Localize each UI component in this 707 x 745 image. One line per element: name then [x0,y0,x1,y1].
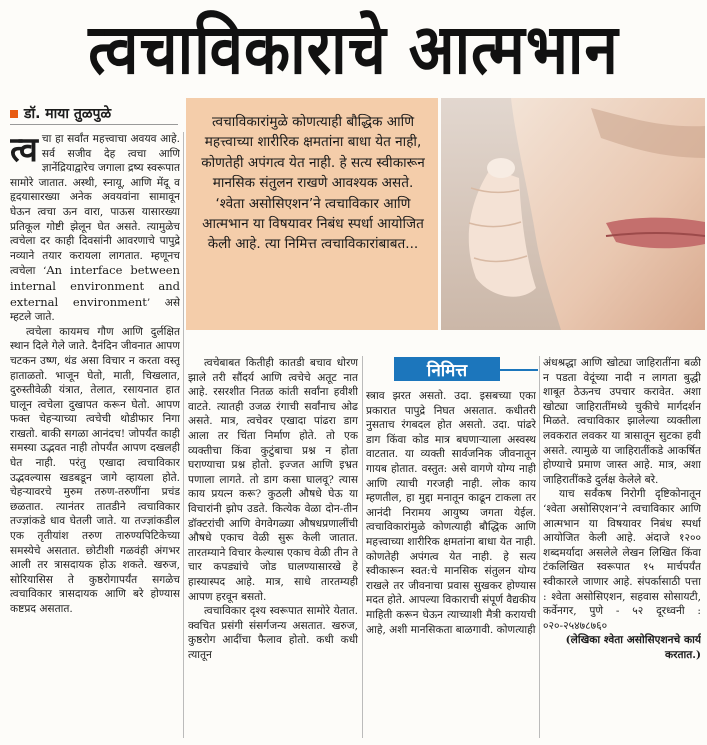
byline-rule [10,124,178,125]
byline [10,104,111,123]
col1-text-c: ’ असे म्हटले जाते. [10,296,180,324]
article-column-2 [188,356,358,736]
section-tag-line [500,369,538,371]
col2-para-2: त्वचाविकार दृश्य स्वरूपात सामोरे येतात. क्वचित प्रसंगी संसर्गजन्य असतात. खरुज, कुष्ठरोग आदींचा फैलाव होतो. कधी कधी त्यातून [188,605,358,661]
face-photo-illustration [441,98,705,330]
byline-author: डॉ. माया तुळपुळे [24,106,112,122]
col1-text-a: चा हा सर्वांत महत्त्वाचा अवयव आहे. सर्व सजीव देह त्वचा आणि ज्ञानेंद्रियाद्वारेच जगाला द्रष्य स्वरूपात सामोरे जातात. अस्थी, स्नायू, आणि मेंदू व हृदयासारख्या अनेक अवयवांना सामावून घेऊन त्वचा ऊन वारा, पाऊस यासारख्या प्रतिकूल गोष्टी झेलून घेत असते. त्यामुळेच त्वचेला दर काही दिवसांनी आवरणाचे पापुद्रे नव्याने तयार करायला लागतात. म्हणूनच त्वचेला ‘ [10,133,180,278]
column-divider-1 [183,132,184,738]
col1-para-2: त्वचेला कायमच गौण आणि दुर्लक्षित स्थान दिले गेले जाते. दैनंदिन जीवनात आपण चटकन उष्ण, थंड असा विचार न करता वस्तू हाताळतो. भाजून घेतो, माती, चिखलात, दुरुस्तीवेळी यंत्रात, तेलात, रसायनात हात घालून त्वचेला दुखापत करून घेतो. आपण फक्त चेहऱ्याच्या त्वचेची थोडीफार निगा राखतो. बाकी सगळा आनंदच! जोपर्यंत काही समस्या उद्भवत नाही तोपर्यंत आपण दखलही घेत नाही. परंतु एखादा त्वचाविकार उद्भवल्यास खडबडून जागे व्हायला होते. चेहऱ्यावरचे मुरुम तरुण-तरुणींना प्रचंड छळतात. त्यानंतर तातडीने त्वचाविकार तज्ज्ञांकडे धाव घेतली जाते. या तज्ज्ञांकडील एक तृतीयांश तरुण तारुण्यपिटिकेच्या समस्येचे असतात. छोटीशी गळवंही अंगभर आली तर त्रासदायक होऊ शकते. खरुज, सोरियासिस ते कुष्ठरोगापर्यंत सगळेच त्वचाविकार त्रासदायक आणि बरे होण्यास कष्टप्रद असतात. [10,325,180,615]
section-tag [394,357,500,381]
article-column-1 [10,132,180,738]
pullquote-box [186,98,438,330]
byline-square-icon [10,110,18,118]
col1-text-english: An interface between internal environment and external environment [10,263,180,309]
face-skin-photo [441,98,705,330]
author-signoff: (लेखिका श्वेता असोसिएशनचे कार्य करतात.) [565,634,701,661]
column-divider-2 [362,356,363,738]
col2-para-1: त्वचेबाबत कितीही कातडी बचाव धोरण झाले तरी सौंदर्य आणि त्वचेचे अतूट नात आहे. रसरशीत नितळ कांती सर्वांना हवीशी वाटते. त्यातही उजळ रंगाची सर्वांनाच ओढ असते. मात्र, त्वचेवर एखादा पांढरा डाग आला तर चिंता निर्माण होते. तो एक व्यक्तीचा किंवा कुटुंबाचा प्रश्न न होता घराण्याचा प्रश्न होतो. इज्जत आणि इभ्रत पणाला लागते. तो डाग कसा घालवू? त्यास काय प्रयत्न करू? कुठली औषधे घेऊ या विचारांनी झोप उडते. कित्येक वेळा दोन-तीन डॉक्टरांची आणि वेगवेगळ्या औषधप्रणालींची औषधे एकाच वेळी सुरू केली जातात. तारतम्याने विचार केल्यास एकाच वेळी तीन ते चार कपड्यांचे जोड घालण्यासारखे हे हास्यास्पद आहे. मात्र, साधे तारतम्यही आपण हरवून बसतो. [188,357,358,603]
col4-para-1: अंधश्रद्धा आणि खोट्या जाहिरातींना बळी न पडता वेदूंच्या नादी न लागता बुद्धी शाबूत ठेऊनच उपचार करावेत. अशा खोट्या जाहिरातींमध्ये चुकीचे मार्गदर्शन मिळते. त्वचाविकार झालेल्या व्यक्तीला लवकरात लवकर या त्रासातून सुटका हवी असते. त्यामुळे या जाहिरातींकडे आकर्षित होण्याचे प्रमाण जास्त आहे. मात्र, अशा जाहिरातींकडे दुर्लक्ष केलेले बरे. [543,357,701,486]
article-column-3 [366,389,536,739]
pullquote-text: त्वचाविकारांमुळे कोणत्याही बौद्धिक आणि महत्त्वाच्या शारीरिक क्षमतांना बाधा येत नाही, कोणतेही अपंगत्व येत नाही. हे सत्य स्वीकारून मानसिक संतुलन राखणे आवश्यक असते. ‘श्वेता असोसिएशन’ने त्वचाविकार आणि आत्मभान या विषयावर निबंध स्पर्धा आयोजित केली आहे. त्या निमित्त त्वचाविकारांबाबत... [201,114,425,253]
drop-cap: त्व [10,132,38,170]
col4-para-2: याच सर्वंकष निरोगी दृष्टिकोनातून ‘श्वेता असोसिएशन’ने त्वचाविकार आणि आत्मभान या विषयावर निबंध स्पर्धा आयोजित केली आहे. अंदाजे १२०० शब्दमर्यादा असलेले लेखन लिखित किंवा टंकलिखित स्वरूपात १५ मार्चपर्यंत स्वीकारले जाणार आहे. संपर्कासाठी पत्ता : श्वेता असोसिएशन, सहवास सोसायटी, कर्वेनगर, पुणे - ५२ दूरध्वनी : ०२०-२५४७८७६० [543,488,701,632]
col1-para-1 [10,132,180,325]
column-divider-3 [539,356,540,738]
section-tag-label: निमित्त [426,360,468,381]
col3-para-1: स्त्राव झरत असतो. उदा. इसबच्या एका प्रकारात पापुद्रे निघत असतात. कधीतरी नुसताच रंगबदल होत असतो. उदा. पांढरे डाग किंवा कोड मात्र बघणाऱ्याला अस्वस्थ वाटतात. या व्यक्ती सार्वजनिक जीवनातून गायब होतात. वस्तुत: असे वागणे योग्य नाही आणि त्याची गरजही नाही. लोक काय म्हणतील, हा मुद्दा मनातून काढून टाकला तर आनंदी निरामय आयुष्य जगता येईल. त्वचाविकारांमुळे कोणत्याही बौद्धिक आणि महत्त्वाच्या शारीरिक क्षमतांना बाधा येत नाही. कोणतेही अपंगत्व येत नाही. हे सत्य स्वीकारून स्वत:चे मानसिक संतुलन योग्य राखले तर जीवनाचा प्रवास सुखकर होण्यास मदत होते. आपल्या विकाराची संपूर्ण वैद्यकीय माहिती करून घेऊन त्याच्याशी मैत्री करायची आहे, अशी मानसिकता बाळगावी. कोणत्याही [366,390,536,636]
headline: त्वचाविकाराचे आत्मभान [88,9,619,91]
headline-banner [0,0,707,100]
article-column-4 [543,356,701,741]
